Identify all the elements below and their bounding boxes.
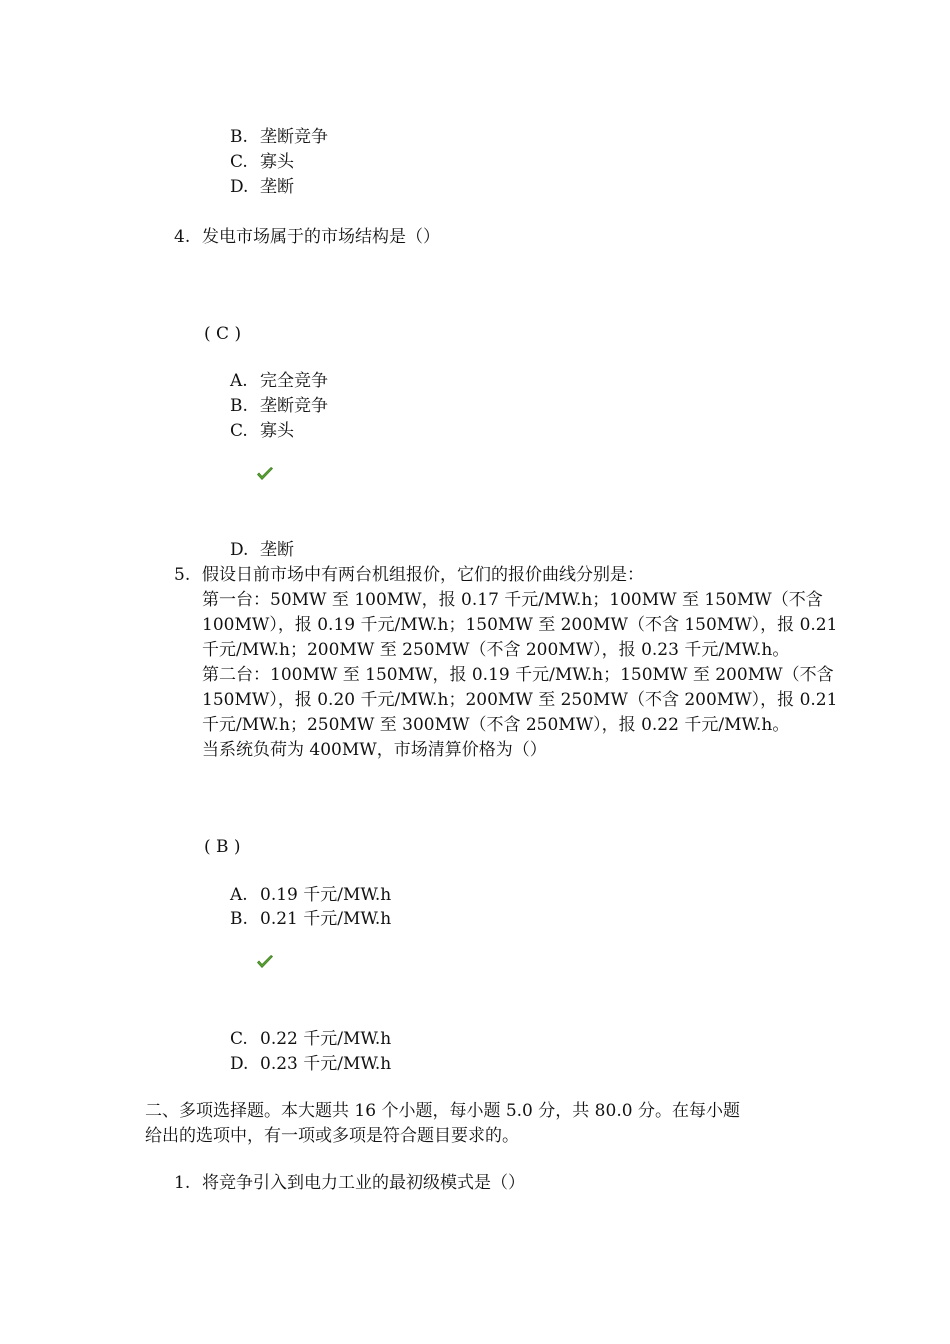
question-4: 4. 发电市场属于的市场结构是（）	[174, 227, 440, 247]
question-5-line: 当系统负荷为 400MW，市场清算价格为（）	[202, 740, 547, 760]
q5-option-a: A. 0.19 千元/MW.h	[230, 885, 392, 905]
question-5-line: 假设日前市场中有两台机组报价，它们的报价曲线分别是：	[202, 565, 644, 585]
option-c: C. 寡头	[230, 152, 294, 172]
section-2-header	[145, 1099, 740, 1149]
q5-option-c: C. 0.22 千元/MW.h	[230, 1029, 392, 1049]
question-5-answer: ( B )	[204, 837, 241, 857]
section-2-line: 二、多项选择题。本大题共 16 个小题，每小题 5.0 分，共 80.0 分。在每小题	[145, 1101, 740, 1121]
section-2-question-1: 1. 将竞争引入到电力工业的最初级模式是（）	[174, 1173, 525, 1193]
q4-option-b: B. 垄断竞争	[230, 396, 328, 416]
option-d: D. 垄断	[230, 177, 294, 197]
section-2-line: 给出的选项中，有一项或多项是符合题目要求的。	[145, 1126, 519, 1146]
question-5-line: 150MW），报 0.20 千元/MW.h；200MW 至 250MW（不含 200MW），报 0.21	[202, 690, 838, 710]
check-icon	[256, 466, 274, 482]
question-5-line: 第一台：50MW 至 100MW，报 0.17 千元/MW.h；100MW 至 150MW（不含	[202, 590, 823, 610]
option-b: B. 垄断竞争	[230, 127, 328, 147]
q4-option-c: C. 寡头	[230, 421, 294, 441]
question-5-line: 千元/MW.h；200MW 至 250MW（不含 200MW），报 0.23 千元/MW.h。	[202, 640, 790, 660]
q4-option-a: A. 完全竞争	[230, 371, 328, 391]
question-4-answer: ( C )	[204, 324, 242, 344]
question-5-line: 100MW），报 0.19 千元/MW.h；150MW 至 200MW（不含 150MW），报 0.21	[202, 615, 838, 635]
question-5-line: 第二台：100MW 至 150MW，报 0.19 千元/MW.h；150MW 至 200MW（不含	[202, 665, 834, 685]
q5-option-d: D. 0.23 千元/MW.h	[230, 1054, 392, 1074]
q5-option-b: B. 0.21 千元/MW.h	[230, 909, 392, 929]
question-5-text	[202, 563, 837, 763]
q4-option-d: D. 垄断	[230, 540, 294, 560]
question-5: 5.	[174, 565, 191, 585]
question-5-line: 千元/MW.h；250MW 至 300MW（不含 250MW），报 0.22 千元/MW.h。	[202, 715, 790, 735]
check-icon	[256, 954, 274, 970]
